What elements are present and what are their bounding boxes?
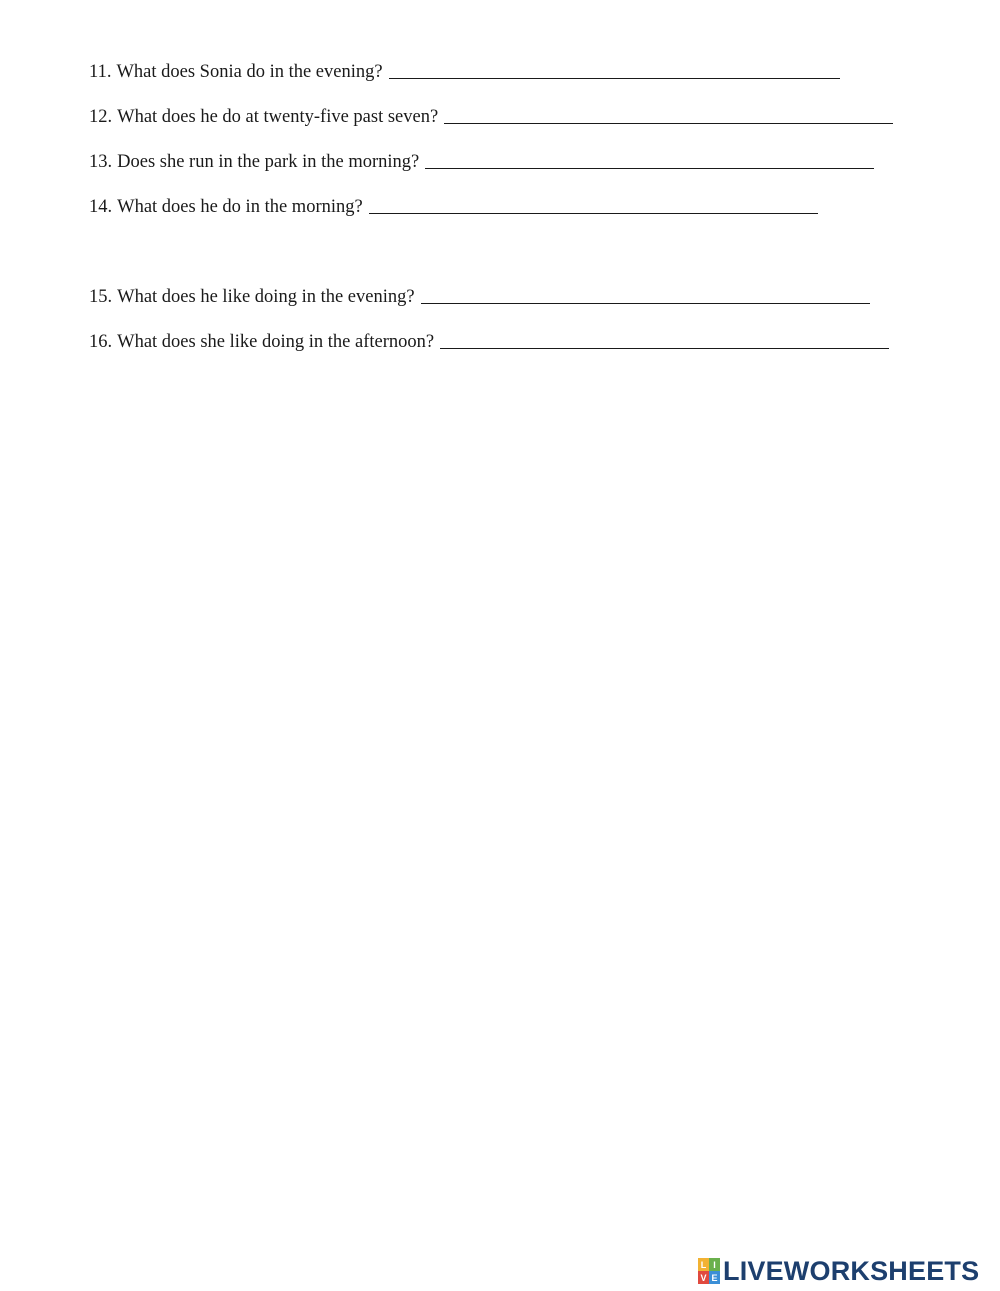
answer-line[interactable] xyxy=(389,60,840,79)
logo-mark-letter: E xyxy=(709,1271,720,1284)
answer-line[interactable] xyxy=(440,330,889,349)
question-text: What does he like doing in the evening? xyxy=(117,287,415,307)
logo-mark-letter: I xyxy=(709,1258,720,1271)
answer-line[interactable] xyxy=(444,105,893,124)
question-13 xyxy=(89,148,874,174)
question-12 xyxy=(89,103,893,129)
question-15 xyxy=(89,283,870,309)
question-number: 16. xyxy=(89,332,113,352)
logo-mark-letter: L xyxy=(698,1258,709,1271)
question-number: 15. xyxy=(89,287,113,307)
question-number: 11. xyxy=(89,62,112,82)
logo-mark-icon xyxy=(698,1258,720,1284)
question-number: 13. xyxy=(89,152,113,172)
question-16 xyxy=(89,328,889,354)
question-text: What does Sonia do in the evening? xyxy=(116,62,383,82)
question-number: 14. xyxy=(89,197,113,217)
question-text: Does she run in the park in the morning? xyxy=(117,152,420,172)
question-number: 12. xyxy=(89,107,113,127)
answer-line[interactable] xyxy=(421,285,870,304)
answer-line[interactable] xyxy=(425,150,874,169)
logo-mark-letter: V xyxy=(698,1271,709,1284)
logo-text: LIVEWORKSHEETS xyxy=(723,1256,980,1286)
question-text: What does he do in the morning? xyxy=(117,197,363,217)
liveworksheets-logo xyxy=(698,1257,979,1285)
question-text: What does she like doing in the afternoon? xyxy=(117,332,435,352)
answer-line[interactable] xyxy=(369,195,818,214)
question-11 xyxy=(89,58,840,84)
question-14 xyxy=(89,193,818,219)
question-text: What does he do at twenty-five past seven? xyxy=(117,107,439,127)
